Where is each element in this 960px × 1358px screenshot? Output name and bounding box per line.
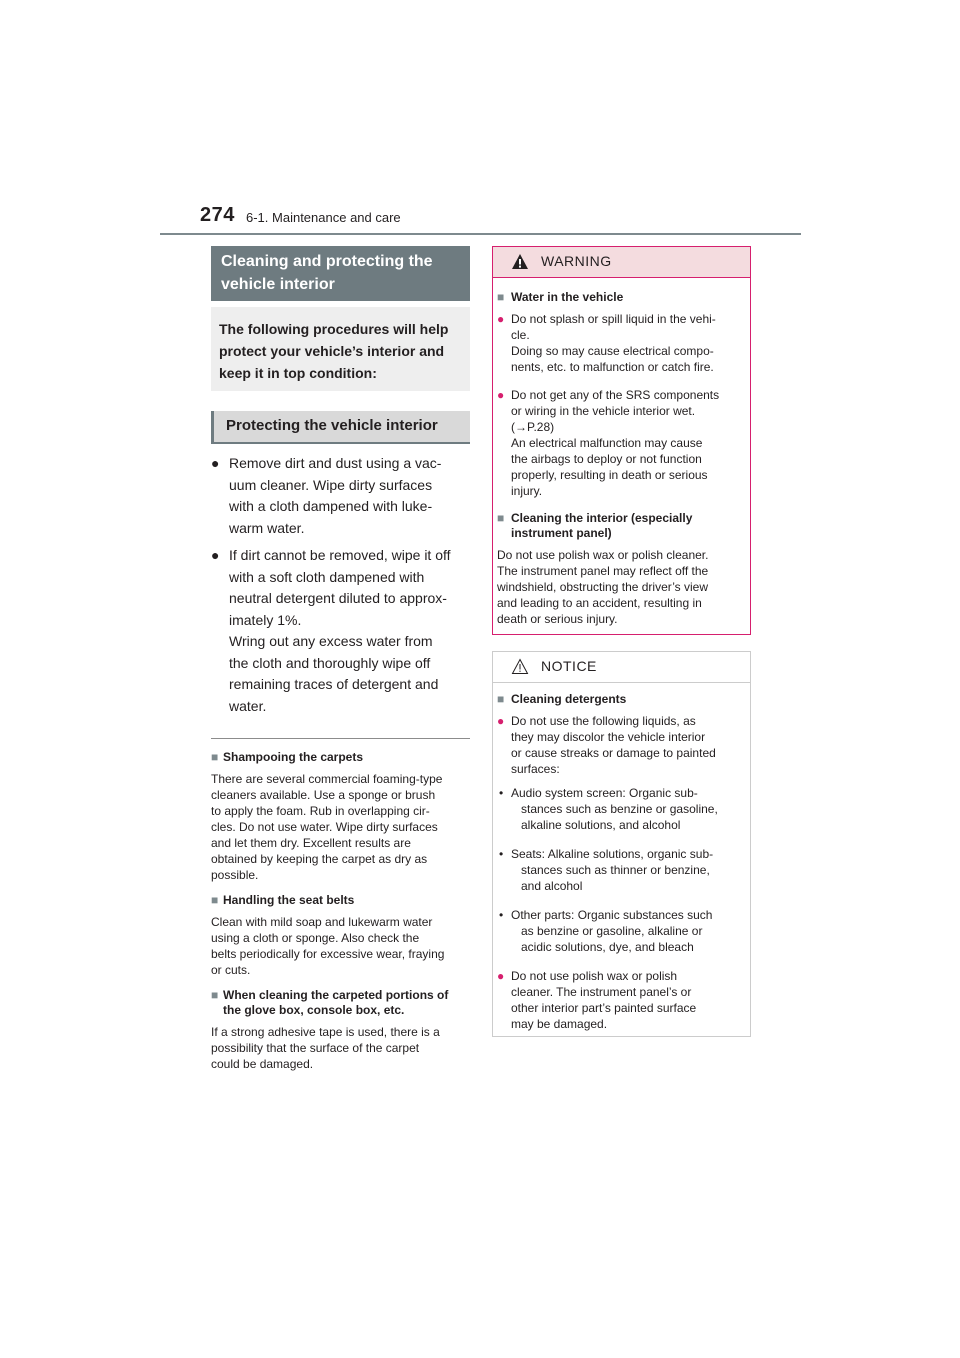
note-line: cles. Do not use water. Wipe dirty surfaces <box>211 820 438 834</box>
note-line: Clean with mild soap and lukewarm water <box>211 915 433 929</box>
notice-subitem-line: stances such as benzine or gasoline, <box>521 802 718 816</box>
notice-line: cleaner. The instrument panel’s or <box>511 985 692 999</box>
notice-header <box>493 652 750 683</box>
page-reference: (→P.28) <box>511 420 555 434</box>
notice-line: may be damaged. <box>511 1017 608 1031</box>
warning-line: An electrical malfunction may cause <box>511 436 703 450</box>
warning-title: WARNING <box>541 253 612 269</box>
bullet-dot-icon: ● <box>497 388 505 402</box>
warning-line: properly, resulting in death or serious <box>511 468 708 482</box>
bullet-dot-icon: ● <box>497 312 505 326</box>
list-item-line: Wring out any excess water from <box>229 633 433 649</box>
section-label: 6-1. Maintenance and care <box>246 210 401 225</box>
main-title-line: vehicle interior <box>221 276 335 293</box>
small-bullet-icon: • <box>499 908 504 922</box>
square-marker-icon: ■ <box>211 988 219 1002</box>
notice-subitem-line: alkaline solutions, and alcohol <box>521 818 681 832</box>
small-bullet-icon: • <box>499 847 504 861</box>
note-heading-text: Shampooing the carpets <box>223 750 364 764</box>
note-line: possibility that the surface of the carpet <box>211 1041 420 1055</box>
bullet-list <box>211 453 473 723</box>
notice-item <box>497 968 746 1032</box>
note-line: could be damaged. <box>211 1057 314 1071</box>
note-heading-text: Handling the seat belts <box>223 893 355 907</box>
warning-line: cle. <box>511 328 530 342</box>
note-heading-text: When cleaning the carpeted portions of <box>223 988 449 1002</box>
list-item <box>211 453 473 539</box>
notice-subitem <box>497 907 746 955</box>
notes-section <box>211 744 473 1072</box>
note-line: using a cloth or sponge. Also check the <box>211 931 420 945</box>
warning-line: Do not use polish wax or polish cleaner. <box>497 548 709 562</box>
warning-line: the airbags to deploy or not function <box>511 452 702 466</box>
warning-triangle-icon <box>511 253 529 275</box>
notice-subitem-line: and alcohol <box>521 879 583 893</box>
small-bullet-icon: • <box>499 786 504 800</box>
warning-line: death or serious injury. <box>497 612 618 626</box>
notice-section-title: Cleaning detergents <box>511 692 627 706</box>
notice-subitem-line: stances such as thinner or benzine, <box>521 863 710 877</box>
square-marker-icon: ■ <box>497 290 505 304</box>
notice-line: Do not use polish wax or polish <box>511 969 678 983</box>
note-line: cleaners available. Use a sponge or brush <box>211 788 436 802</box>
notice-line: they may discolor the vehicle interior <box>511 730 706 744</box>
bullet-dot-icon: ● <box>211 455 220 471</box>
square-marker-icon: ■ <box>497 692 505 706</box>
list-item-line: with a cloth dampened with luke- <box>229 498 433 514</box>
note-line: and let them dry. Excellent results are <box>211 836 411 850</box>
square-marker-icon: ■ <box>497 511 505 525</box>
note-line: belts periodically for excessive wear, fraying <box>211 947 445 961</box>
intro-line: The following procedures will help <box>219 321 449 337</box>
sub-title: Protecting the vehicle interior <box>211 411 470 444</box>
intro-line: protect your vehicle’s interior and <box>219 343 445 359</box>
note-body <box>211 914 473 978</box>
notice-subitem-line: Other parts: Organic substances such <box>511 908 713 922</box>
notice-line: surfaces: <box>511 762 560 776</box>
note-line: possible. <box>211 868 259 882</box>
divider <box>211 738 470 739</box>
list-item-line: remaining traces of detergent and <box>229 676 439 692</box>
main-title-line: Cleaning and protecting the <box>221 253 433 270</box>
warning-line: and leading to an accident, resulting in <box>497 596 702 610</box>
notice-item <box>497 713 746 777</box>
warning-item <box>497 387 746 499</box>
warning-section-heading <box>497 290 746 305</box>
list-item-line: water. <box>229 697 267 714</box>
warning-line: or wiring in the vehicle interior wet. <box>511 404 696 418</box>
page-number: 274 <box>200 204 235 226</box>
list-item-line: If dirt cannot be removed, wipe it off <box>229 547 451 563</box>
note-line: or cuts. <box>211 963 251 977</box>
bullet-dot-icon: ● <box>211 547 220 563</box>
warning-line: nents, etc. to malfunction or catch fire. <box>511 360 714 374</box>
warning-paragraph <box>497 547 746 627</box>
warning-line: injury. <box>511 484 543 498</box>
list-item-line: imately 1%. <box>229 611 302 628</box>
notice-line: or cause streaks or damage to painted <box>511 746 716 760</box>
warning-section-heading <box>497 511 746 541</box>
notice-subitem-line: as benzine or gasoline, alkaline or <box>521 924 703 938</box>
notice-subitem-line: Audio system screen: Organic sub- <box>511 786 698 800</box>
warning-line: The instrument panel may reflect off the <box>497 564 709 578</box>
bullet-dot-icon: ● <box>497 714 505 728</box>
notice-subitem-line: Seats: Alkaline solutions, organic sub- <box>511 847 714 861</box>
warning-section-title: Water in the vehicle <box>511 290 624 304</box>
warning-header <box>493 247 750 278</box>
notice-line: Do not use the following liquids, as <box>511 714 696 728</box>
note-line: obtained by keeping the carpet as dry as <box>211 852 428 866</box>
warning-line: windshield, obstructing the driver’s view <box>497 580 708 594</box>
intro-box <box>211 307 470 391</box>
list-item-line: warm water. <box>229 519 305 536</box>
list-item <box>211 545 473 717</box>
notice-section-heading <box>497 692 746 707</box>
main-title <box>211 246 470 301</box>
caution-triangle-icon <box>511 658 529 680</box>
note-body <box>211 771 473 883</box>
note-line: If a strong adhesive tape is used, there is a <box>211 1025 440 1039</box>
warning-line: Do not get any of the SRS components <box>511 388 720 402</box>
warning-line: Do not splash or spill liquid in the vehi- <box>511 312 716 326</box>
list-item-line: with a soft cloth dampened with <box>229 568 425 585</box>
note-body <box>211 1024 473 1072</box>
note-heading-text: the glove box, console box, etc. <box>223 1003 405 1017</box>
warning-box <box>492 246 751 635</box>
note-line: There are several commercial foaming-type <box>211 772 443 786</box>
warning-line: Doing so may cause electrical compo- <box>511 344 714 358</box>
square-marker-icon: ■ <box>211 750 219 764</box>
notice-subitem-line: acidic solutions, dye, and bleach <box>521 940 694 954</box>
warning-content <box>493 278 750 627</box>
header-rule <box>160 233 801 235</box>
notice-content <box>493 683 750 1032</box>
warning-item <box>497 311 746 375</box>
note-heading <box>211 988 473 1018</box>
note-heading <box>211 893 473 908</box>
list-item-line: neutral detergent diluted to approx- <box>229 590 447 606</box>
intro-line: keep it in top condition: <box>219 365 377 381</box>
notice-box <box>492 651 751 1037</box>
warning-section-title: instrument panel) <box>511 526 612 540</box>
list-item-line: Remove dirt and dust using a vac- <box>229 455 442 471</box>
notice-line: other interior part’s painted surface <box>511 1001 697 1015</box>
bullet-dot-icon: ● <box>497 969 505 983</box>
notice-subitem <box>497 785 746 833</box>
note-line: to apply the foam. Rub in overlapping cir- <box>211 804 430 818</box>
square-marker-icon: ■ <box>211 893 219 907</box>
note-heading <box>211 750 473 765</box>
notice-title: NOTICE <box>541 658 597 674</box>
list-item-line: the cloth and thoroughly wipe off <box>229 654 431 671</box>
list-item-line: uum cleaner. Wipe dirty surfaces <box>229 476 433 493</box>
warning-section-title: Cleaning the interior (especially <box>511 511 693 525</box>
notice-subitem <box>497 846 746 894</box>
